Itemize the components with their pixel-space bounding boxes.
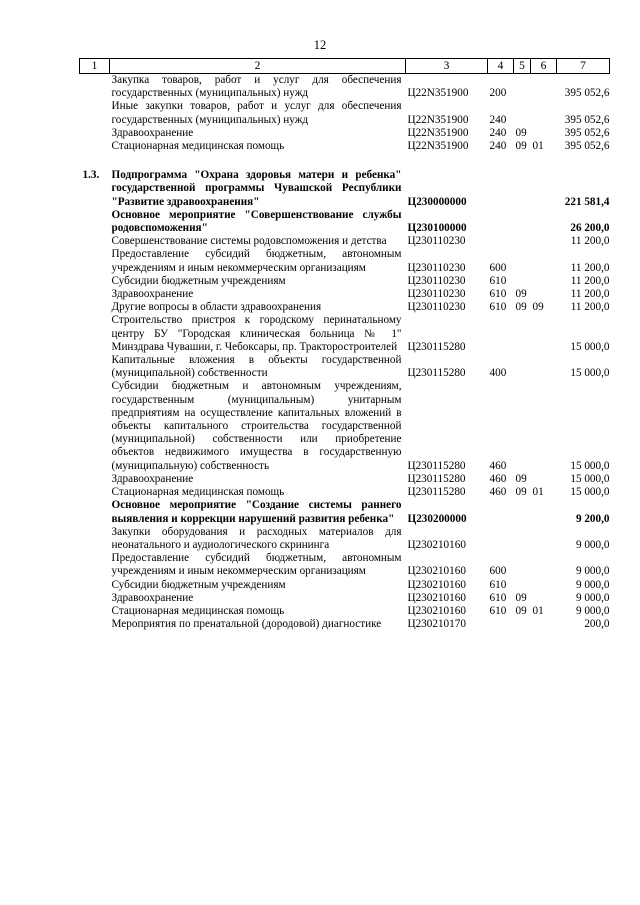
row-name: Стационарная медицинская помощь: [111, 604, 285, 617]
table-row: [80, 100, 610, 126]
row-code: Ц230210160: [407, 538, 466, 551]
row-expense-type: [488, 169, 514, 209]
row-amount: 11 200,0: [570, 274, 610, 287]
row-name: Иные закупки товаров, работ и услуг для обеспечения государственных (муниципальных) нужд: [111, 100, 402, 126]
row-expense-type: 460: [489, 472, 507, 485]
col-header-7: 7: [557, 59, 610, 74]
row-code: Ц230115280: [407, 472, 466, 485]
row-subsection: [531, 169, 557, 209]
row-amount: 11 200,0: [570, 261, 610, 274]
row-subsection: [531, 100, 557, 126]
row-code: Ц22N351900: [407, 113, 469, 126]
row-subsection: [531, 552, 557, 578]
table-row: [80, 301, 610, 314]
row-expense-type: [488, 618, 514, 631]
row-expense-type: [488, 209, 514, 235]
row-code: Ц230100000: [407, 222, 467, 235]
row-section: [514, 618, 531, 631]
row-amount: 9 200,0: [575, 512, 610, 525]
row-expense-type: 610: [489, 301, 507, 314]
row-expense-type: [488, 235, 514, 248]
row-amount: 11 200,0: [570, 235, 610, 248]
row-expense-type: 600: [489, 261, 507, 274]
spacer-row: [80, 153, 610, 169]
row-subsection: [531, 526, 557, 552]
row-expense-type: [488, 526, 514, 552]
row-amount: 9 000,0: [575, 538, 610, 551]
row-number: [80, 275, 110, 288]
row-amount: 200,0: [584, 618, 610, 631]
row-number: [80, 127, 110, 140]
header-row: [80, 59, 610, 74]
row-amount: 11 200,0: [570, 301, 610, 314]
row-amount: 26 200,0: [570, 222, 610, 235]
row-code: Ц22N351900: [407, 140, 469, 153]
row-section: [514, 275, 531, 288]
row-amount: 11 200,0: [570, 288, 610, 301]
row-section: [514, 380, 531, 472]
row-amount: 15 000,0: [570, 367, 610, 380]
table-row: [80, 235, 610, 248]
row-section: [514, 579, 531, 592]
col-header-6: 6: [531, 59, 557, 74]
row-name: Стационарная медицинская помощь: [111, 486, 285, 499]
row-expense-type: 610: [489, 591, 507, 604]
table-row: [80, 526, 610, 552]
row-section: [514, 74, 531, 101]
row-amount: 15 000,0: [570, 472, 610, 485]
table-row: [80, 473, 610, 486]
row-amount: 15 000,0: [570, 340, 610, 353]
row-name: Основное мероприятие "Создание системы раннего выявления и коррекции нарушений развития ребенка": [111, 499, 402, 525]
row-number: [80, 301, 110, 314]
row-code: Ц230115280: [407, 486, 466, 499]
row-code: Ц230110230: [407, 235, 466, 248]
row-name: Здравоохранение: [111, 472, 194, 485]
row-amount: 9 000,0: [575, 565, 610, 578]
row-subsection: 09: [532, 301, 544, 314]
table-row: [80, 169, 610, 209]
row-number: [80, 74, 110, 101]
table-row: [80, 209, 610, 235]
row-number: [80, 235, 110, 248]
row-name: Совершенствование системы родовспоможения и детства: [111, 235, 387, 248]
row-section: 09: [515, 288, 527, 301]
row-name: Субсидии бюджетным учреждениям: [111, 578, 286, 591]
row-name: Здравоохранение: [111, 288, 194, 301]
row-code: Ц230200000: [407, 512, 467, 525]
row-name: Основное мероприятие "Совершенствование службы родовспоможения": [111, 208, 402, 235]
row-number: 1.3.: [82, 169, 100, 182]
table-row: [80, 618, 610, 631]
row-subsection: 01: [532, 604, 544, 617]
row-expense-type: [488, 314, 514, 354]
row-name: Стационарная медицинская помощь: [111, 140, 285, 153]
row-amount: 395 052,6: [564, 113, 610, 126]
row-number: [80, 100, 110, 126]
row-expense-type: 610: [489, 274, 507, 287]
row-subsection: 01: [532, 486, 544, 499]
row-number: [80, 209, 110, 235]
row-code: Ц230210170: [407, 618, 466, 631]
table-row: [80, 486, 610, 499]
row-code: Ц230210160: [407, 591, 466, 604]
row-expense-type: 610: [489, 578, 507, 591]
row-subsection: [531, 248, 557, 274]
row-code: Ц230115280: [407, 340, 466, 353]
table-row: [80, 380, 610, 472]
row-code: Ц230110230: [407, 261, 466, 274]
row-subsection: [531, 473, 557, 486]
row-subsection: [531, 209, 557, 235]
row-section: [514, 499, 531, 525]
row-expense-type: 400: [489, 367, 507, 380]
col-header-3: 3: [406, 59, 488, 74]
row-section: [514, 552, 531, 578]
row-number: [80, 592, 110, 605]
table-row: [80, 592, 610, 605]
row-section: 09: [515, 301, 527, 314]
row-amount: 395 052,6: [564, 140, 610, 153]
table-row: [80, 248, 610, 274]
row-section: [514, 100, 531, 126]
row-section: [514, 314, 531, 354]
row-expense-type: 460: [489, 459, 507, 472]
table-row: [80, 288, 610, 301]
row-expense-type: 610: [489, 288, 507, 301]
row-section: 09: [515, 472, 527, 485]
row-code: Ц230000000: [407, 195, 467, 208]
row-subsection: [531, 74, 557, 101]
row-name: Строительство пристроя к городскому перинатальному центру БУ "Городская клиническая больница № 1" Минздрава Чувашии, г. Чебоксары, пр. Тракторостроителей: [111, 314, 402, 353]
row-subsection: [531, 354, 557, 380]
row-number: [80, 499, 110, 525]
row-name: Закупка товаров, работ и услуг для обеспечения государственных (муниципальных) нужд: [111, 74, 402, 100]
row-code: Ц230210160: [407, 565, 466, 578]
table-row: [80, 354, 610, 380]
row-amount: 395 052,6: [564, 87, 610, 100]
row-amount: 15 000,0: [570, 459, 610, 472]
table-row: [80, 74, 610, 101]
row-section: [514, 209, 531, 235]
row-number: [80, 605, 110, 618]
budget-table: [79, 58, 610, 631]
row-number: [80, 618, 110, 631]
row-number: [80, 314, 110, 354]
row-subsection: [531, 618, 557, 631]
table-row: [80, 140, 610, 153]
row-code: Ц230110230: [407, 288, 466, 301]
row-name: Предоставление субсидий бюджетным, автономным учреждениям и иным некоммерческим организациям: [111, 552, 402, 578]
row-section: 09: [515, 140, 527, 153]
table-row: [80, 605, 610, 618]
row-name: Закупки оборудования и расходных материалов для неонатального и аудиологического скрининга: [111, 525, 402, 551]
row-subsection: [531, 127, 557, 140]
col-header-5: 5: [514, 59, 531, 74]
row-section: [514, 526, 531, 552]
row-name: Здравоохранение: [111, 126, 194, 139]
row-subsection: [531, 288, 557, 301]
page-number: 12: [313, 38, 327, 52]
row-section: [514, 354, 531, 380]
row-code: Ц22N351900: [407, 87, 469, 100]
table-row: [80, 314, 610, 354]
row-subsection: [531, 579, 557, 592]
row-section: [514, 248, 531, 274]
col-header-2: 2: [110, 59, 406, 74]
row-name: Мероприятия по пренатальной (дородовой) диагностике: [111, 618, 382, 631]
row-name: Капитальные вложения в объекты государственной (муниципальной) собственности: [111, 354, 402, 380]
col-header-1: 1: [80, 59, 110, 74]
row-number: [80, 526, 110, 552]
row-section: [514, 235, 531, 248]
row-section: 09: [515, 486, 527, 499]
row-code: Ц230115280: [407, 367, 466, 380]
row-amount: 9 000,0: [575, 578, 610, 591]
row-expense-type: [488, 499, 514, 525]
row-name: Подпрограмма "Охрана здоровья матери и ребенка" государственной программы Чувашской Республики "Развитие здравоохранения": [111, 169, 402, 208]
row-amount: 15 000,0: [570, 486, 610, 499]
row-number: [80, 354, 110, 380]
table-row: [80, 552, 610, 578]
row-code: Ц230210160: [407, 604, 466, 617]
row-number: [80, 473, 110, 486]
row-expense-type: 610: [489, 604, 507, 617]
table-row: [80, 579, 610, 592]
row-subsection: [531, 380, 557, 472]
row-section: [514, 169, 531, 209]
row-amount: 221 581,4: [564, 195, 610, 208]
row-amount: 9 000,0: [575, 604, 610, 617]
row-number: [80, 380, 110, 472]
row-code: Ц230110230: [407, 301, 466, 314]
row-subsection: [531, 275, 557, 288]
row-amount: 395 052,6: [564, 126, 610, 139]
row-code: Ц22N351900: [407, 126, 469, 139]
row-number: [80, 486, 110, 499]
row-subsection: [531, 314, 557, 354]
row-number: [80, 288, 110, 301]
row-code: Ц230110230: [407, 274, 466, 287]
row-expense-type: 240: [489, 140, 507, 153]
row-number: [80, 579, 110, 592]
row-section: 09: [515, 126, 527, 139]
row-section: 09: [515, 591, 527, 604]
row-number: [80, 552, 110, 578]
row-amount: 9 000,0: [575, 591, 610, 604]
row-number: [80, 248, 110, 274]
table-row: [80, 499, 610, 525]
row-name: Субсидии бюджетным и автономным учреждениям, государственным (муниципальным) унитарным предприятиям на осуществление капитальных вложений в объекты капитального строительства государственной (муниципальной) собственности или приобретение объектов недвижимого имущества в государственную (муниципальную) собственность: [111, 380, 402, 472]
col-header-4: 4: [488, 59, 514, 74]
row-name: Предоставление субсидий бюджетным, автономным учреждениям и иным некоммерческим организациям: [111, 248, 402, 274]
row-name: Субсидии бюджетным учреждениям: [111, 274, 286, 287]
row-subsection: [531, 592, 557, 605]
row-expense-type: 200: [489, 87, 507, 100]
table-row: [80, 127, 610, 140]
row-section: 09: [515, 604, 527, 617]
row-subsection: [531, 235, 557, 248]
row-subsection: 01: [532, 140, 544, 153]
row-code: Ц230115280: [407, 459, 466, 472]
row-expense-type: 240: [489, 113, 507, 126]
row-name: Другие вопросы в области здравоохранения: [111, 301, 322, 314]
row-name: Здравоохранение: [111, 591, 194, 604]
row-number: [80, 140, 110, 153]
row-expense-type: 600: [489, 565, 507, 578]
table-row: [80, 275, 610, 288]
row-expense-type: 460: [489, 486, 507, 499]
row-code: Ц230210160: [407, 578, 466, 591]
row-expense-type: 240: [489, 126, 507, 139]
row-subsection: [531, 499, 557, 525]
